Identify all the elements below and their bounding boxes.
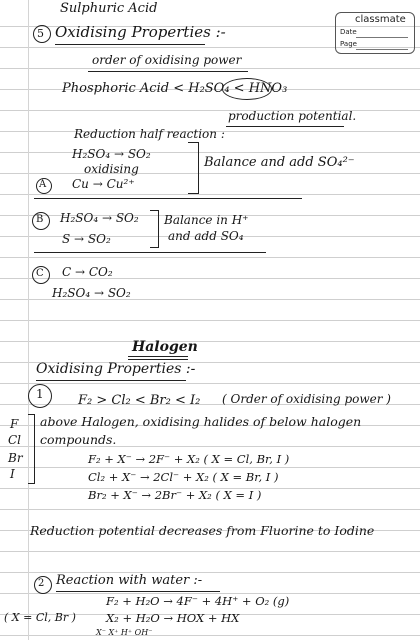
date-label: Date — [340, 28, 357, 36]
balance-b2: and add SO₄ — [168, 229, 244, 243]
label-a: A — [39, 179, 47, 190]
above-line-2: compounds. — [40, 432, 117, 447]
order-title: order of oxidising power — [92, 53, 242, 67]
reaction-water-underline — [56, 591, 220, 592]
order-line: Phosphoric Acid < H₂SO₄ < HNO₃ — [62, 81, 288, 96]
heading-oxidising: Oxidising Properties :- — [55, 23, 226, 41]
b-line1: H₂SO₄ → SO₂ — [60, 211, 139, 225]
water-eq-1: F₂ + H₂O → 4F⁻ + 4H⁺ + O₂ (g) — [106, 594, 290, 608]
cu-cu: Cu → Cu²⁺ — [72, 177, 135, 191]
heading2-underline — [36, 380, 186, 381]
balance-a: Balance and add SO₄²⁻ — [204, 155, 355, 170]
section-divider-2 — [34, 252, 266, 253]
margin-line — [28, 0, 29, 640]
bottom-small-note: X⁻ X⁺ H⁺ OH⁻ — [96, 628, 153, 637]
order2-line: F₂ > Cl₂ < Br₂ < I₂ — [78, 393, 201, 408]
equation-2: Cl₂ + X⁻ → 2Cl⁻ + X₂ ( X = Br, I ) — [88, 470, 279, 484]
halogen-title: Halogen — [132, 339, 198, 355]
number-two: 2 — [38, 578, 45, 589]
reduction-potential: Reduction potential decreases from Fluorine to Iodine — [30, 523, 375, 538]
h2so4-so2: H₂SO₄ → SO₂ — [72, 147, 151, 161]
side-i: I — [10, 467, 15, 481]
production-note: production potential. — [228, 109, 357, 123]
order-title-underline — [88, 71, 248, 72]
equation-1: F₂ + X⁻ → 2F⁻ + X₂ ( X = Cl, Br, I ) — [88, 452, 290, 466]
equation-3: Br₂ + X⁻ → 2Br⁻ + X₂ ( X = I ) — [88, 488, 262, 502]
above-line-1: above Halogen, oxidising halides of below halogen — [40, 414, 362, 429]
reduction-half: Reduction half reaction : — [74, 127, 225, 141]
side-brace — [28, 414, 35, 484]
label-c: C — [36, 268, 44, 279]
label-b: B — [36, 214, 44, 225]
side-cl: Cl — [8, 433, 22, 447]
side-f: F — [10, 417, 19, 431]
section-divider-1 — [34, 198, 302, 199]
oxidising-label: oxidising — [84, 162, 139, 176]
side-br: Br — [8, 451, 23, 465]
water-eq-2: X₂ + H₂O → HOX + HX — [106, 611, 240, 625]
order2-note: ( Order of oxidising power ) — [222, 392, 391, 406]
brand-label: classmate — [355, 14, 406, 25]
x-note: ( X = Cl, Br ) — [4, 611, 76, 624]
production-underline — [226, 126, 344, 127]
balance-b1: Balance in H⁺ — [164, 213, 249, 227]
c-line1: C → CO₂ — [62, 265, 113, 279]
section-number: 5 — [37, 27, 44, 40]
top-title: Sulphuric Acid — [60, 1, 158, 16]
date-underline — [356, 37, 408, 38]
heading-underline — [55, 44, 205, 45]
page-label: Page — [340, 40, 357, 48]
brace-a — [188, 142, 199, 194]
halogen-underline-1 — [128, 356, 188, 357]
b-line2: S → SO₂ — [62, 232, 111, 246]
brace-b — [150, 210, 159, 248]
reaction-water: Reaction with water :- — [56, 573, 203, 588]
halogen-underline-2 — [128, 359, 188, 360]
page-underline — [356, 49, 408, 50]
number-one: 1 — [36, 387, 44, 401]
hno3-circle — [222, 78, 272, 100]
c-line2: H₂SO₄ → SO₂ — [52, 286, 131, 300]
heading-oxidising-2: Oxidising Properties :- — [36, 361, 196, 377]
